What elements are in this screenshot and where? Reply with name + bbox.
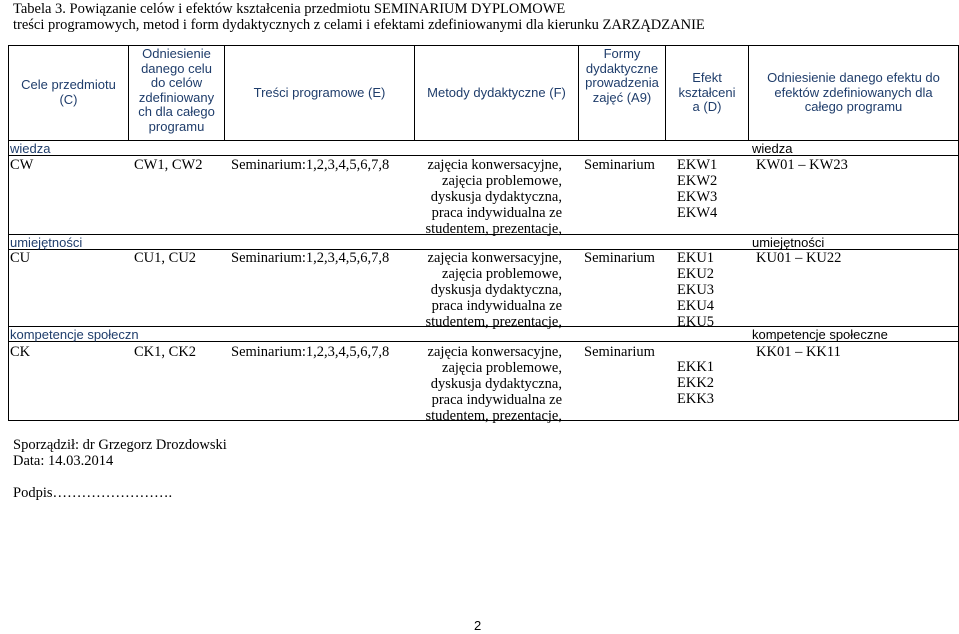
metody-ck: zajęcia konwersacyjne, zajęcia problemowe, dyskusja dydaktyczna, praca indywidualna ze studentem, prezentacje,	[425, 344, 562, 424]
section-label-umiejetnosci: umiejętności	[10, 235, 83, 250]
footer-author: Sporządził: dr Grzegorz Drozdowski	[13, 437, 227, 453]
section-label-right-wiedza: wiedza	[752, 141, 793, 156]
efekty-ck: EKK1 EKK2 EKK3	[677, 359, 715, 407]
metody-cw: zajęcia konwersacyjne, zajęcia problemowe, dyskusja dydaktyczna, praca indywidualna ze studentem, prezentacje,	[425, 157, 562, 237]
formy-cu: Seminarium	[584, 250, 655, 266]
header-formy: Formy dydaktyczne prowadzenia zajęć (A9)	[585, 46, 659, 105]
odniesienie-efektu-cw: KW01 – KW23	[756, 157, 848, 173]
section-label-right-kompetencje: kompetencje społeczne	[752, 327, 888, 342]
odniesienie-ck: CK1, CK2	[134, 344, 197, 360]
table-caption-line2: treści programowych, metod i form dydaktycznych z celami i efektami zdefiniowanymi dla kierunku ZARZĄDZANIE	[13, 17, 705, 33]
header-cele: Cele przedmiotu (C)	[21, 77, 116, 107]
cel-ck: CK	[10, 344, 31, 360]
cel-cu: CU	[10, 250, 31, 266]
header-efekt: Efekt kształceni a (D)	[678, 70, 736, 114]
odniesienie-cw: CW1, CW2	[134, 157, 203, 173]
footer-date: Data: 14.03.2014	[13, 453, 114, 469]
formy-cw: Seminarium	[584, 157, 655, 173]
tresci-cw: Seminarium:1,2,3,4,5,6,7,8	[231, 157, 390, 173]
tresci-cu: Seminarium:1,2,3,4,5,6,7,8	[231, 250, 390, 266]
section-label-wiedza: wiedza	[10, 141, 51, 156]
header-tresci: Treści programowe (E)	[253, 85, 386, 100]
footer-signature: Podpis…………………….	[13, 485, 173, 501]
section-label-kompetencje: kompetencje społeczn	[10, 327, 139, 342]
cel-cw: CW	[10, 157, 34, 173]
page-number: 2	[474, 618, 482, 633]
odniesienie-cu: CU1, CU2	[134, 250, 197, 266]
formy-ck: Seminarium	[584, 344, 655, 360]
odniesienie-efektu-ck: KK01 – KK11	[756, 344, 841, 360]
efekty-cu: EKU1 EKU2 EKU3 EKU4 EKU5	[677, 250, 715, 330]
odniesienie-efektu-cu: KU01 – KU22	[756, 250, 842, 266]
header-odniesienie-efektu: Odniesienie danego efektu do efektów zdefiniowanych dla całego programu	[767, 70, 940, 114]
efekty-cw: EKW1 EKW2 EKW3 EKW4	[677, 157, 718, 221]
table-caption-line1: Tabela 3. Powiązanie celów i efektów kształcenia przedmiotu SEMINARIUM DYPLOMOWE	[13, 1, 566, 17]
metody-cu: zajęcia konwersacyjne, zajęcia problemowe, dyskusja dydaktyczna, praca indywidualna ze studentem, prezentacje,	[425, 250, 562, 330]
tresci-ck: Seminarium:1,2,3,4,5,6,7,8	[231, 344, 390, 360]
header-odniesienie-celu: Odniesienie danego celu do celów zdefiniowany ch dla całego programu	[138, 46, 215, 134]
section-label-right-umiejetnosci: umiejętności	[752, 235, 825, 250]
header-metody: Metody dydaktyczne (F)	[427, 85, 566, 100]
